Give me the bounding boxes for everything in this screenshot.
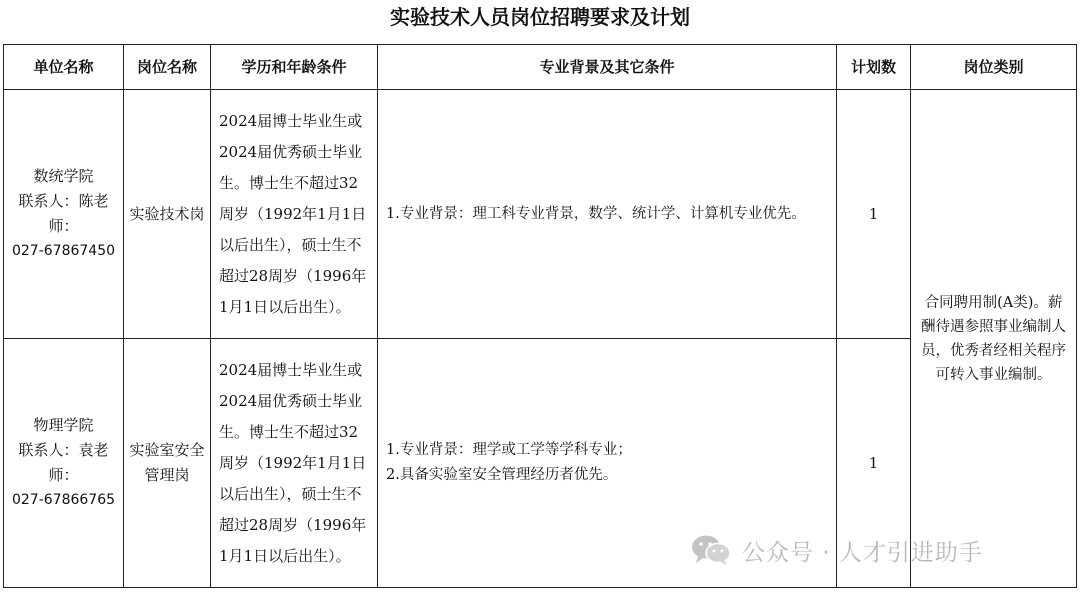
watermark (690, 530, 983, 570)
unit-contact: 联系人：袁老师： (18, 441, 109, 484)
category-cell: 合同聘用制(A类)。薪酬待遇参照事业编制人员，优秀者经相关程序可转入事业编制。 (911, 90, 1077, 588)
table-row (4, 90, 1077, 339)
header-plan: 计划数 (837, 45, 911, 90)
watermark-text: 公众号 · 人才引进助手 (742, 539, 983, 566)
plan-cell: 1 (837, 339, 911, 588)
header-major: 专业背景及其它条件 (378, 45, 837, 90)
plan-cell: 1 (837, 90, 911, 339)
unit-name: 物理学院 (33, 416, 94, 434)
recruitment-table (3, 44, 1077, 588)
major-line-1: 1.专业背景：理工科专业背景，数学、统计学、计算机专业优先。 (386, 205, 806, 222)
unit-phone: 027-67867450 (11, 243, 116, 259)
page-title: 实验技术人员岗位招聘要求及计划 (390, 5, 690, 29)
wechat-icon (690, 533, 732, 567)
education-cell: 2024届博士毕业生或2024届优秀硕士毕业生。博士生不超过32周岁（1992年1月1日以后出生），硕士生不超过28周岁（1996年1月1日以后出生）。 (211, 90, 378, 339)
unit-cell (4, 90, 124, 339)
unit-contact: 联系人：陈老师： (18, 192, 109, 235)
header-unit: 单位名称 (4, 45, 124, 90)
position-cell: 实验室安全管理岗 (124, 339, 211, 588)
education-cell: 2024届博士毕业生或2024届优秀硕士毕业生。博士生不超过32周岁（1992年1月1日以后出生），硕士生不超过28周岁（1996年1月1日以后出生）。 (211, 339, 378, 588)
major-line-1: 1.专业背景：理学或工学等学科专业； (386, 442, 632, 458)
header-row (4, 45, 1077, 90)
unit-cell (4, 339, 124, 588)
header-position: 岗位名称 (124, 45, 211, 90)
unit-name: 数统学院 (33, 167, 94, 185)
header-category: 岗位类别 (911, 45, 1077, 90)
header-education: 学历和年龄条件 (211, 45, 378, 90)
unit-phone: 027-67866765 (11, 492, 116, 508)
major-line-2: 2.具备实验室安全管理经历者优先。 (386, 467, 618, 483)
position-cell: 实验技术岗 (124, 90, 211, 339)
major-cell (378, 90, 837, 339)
